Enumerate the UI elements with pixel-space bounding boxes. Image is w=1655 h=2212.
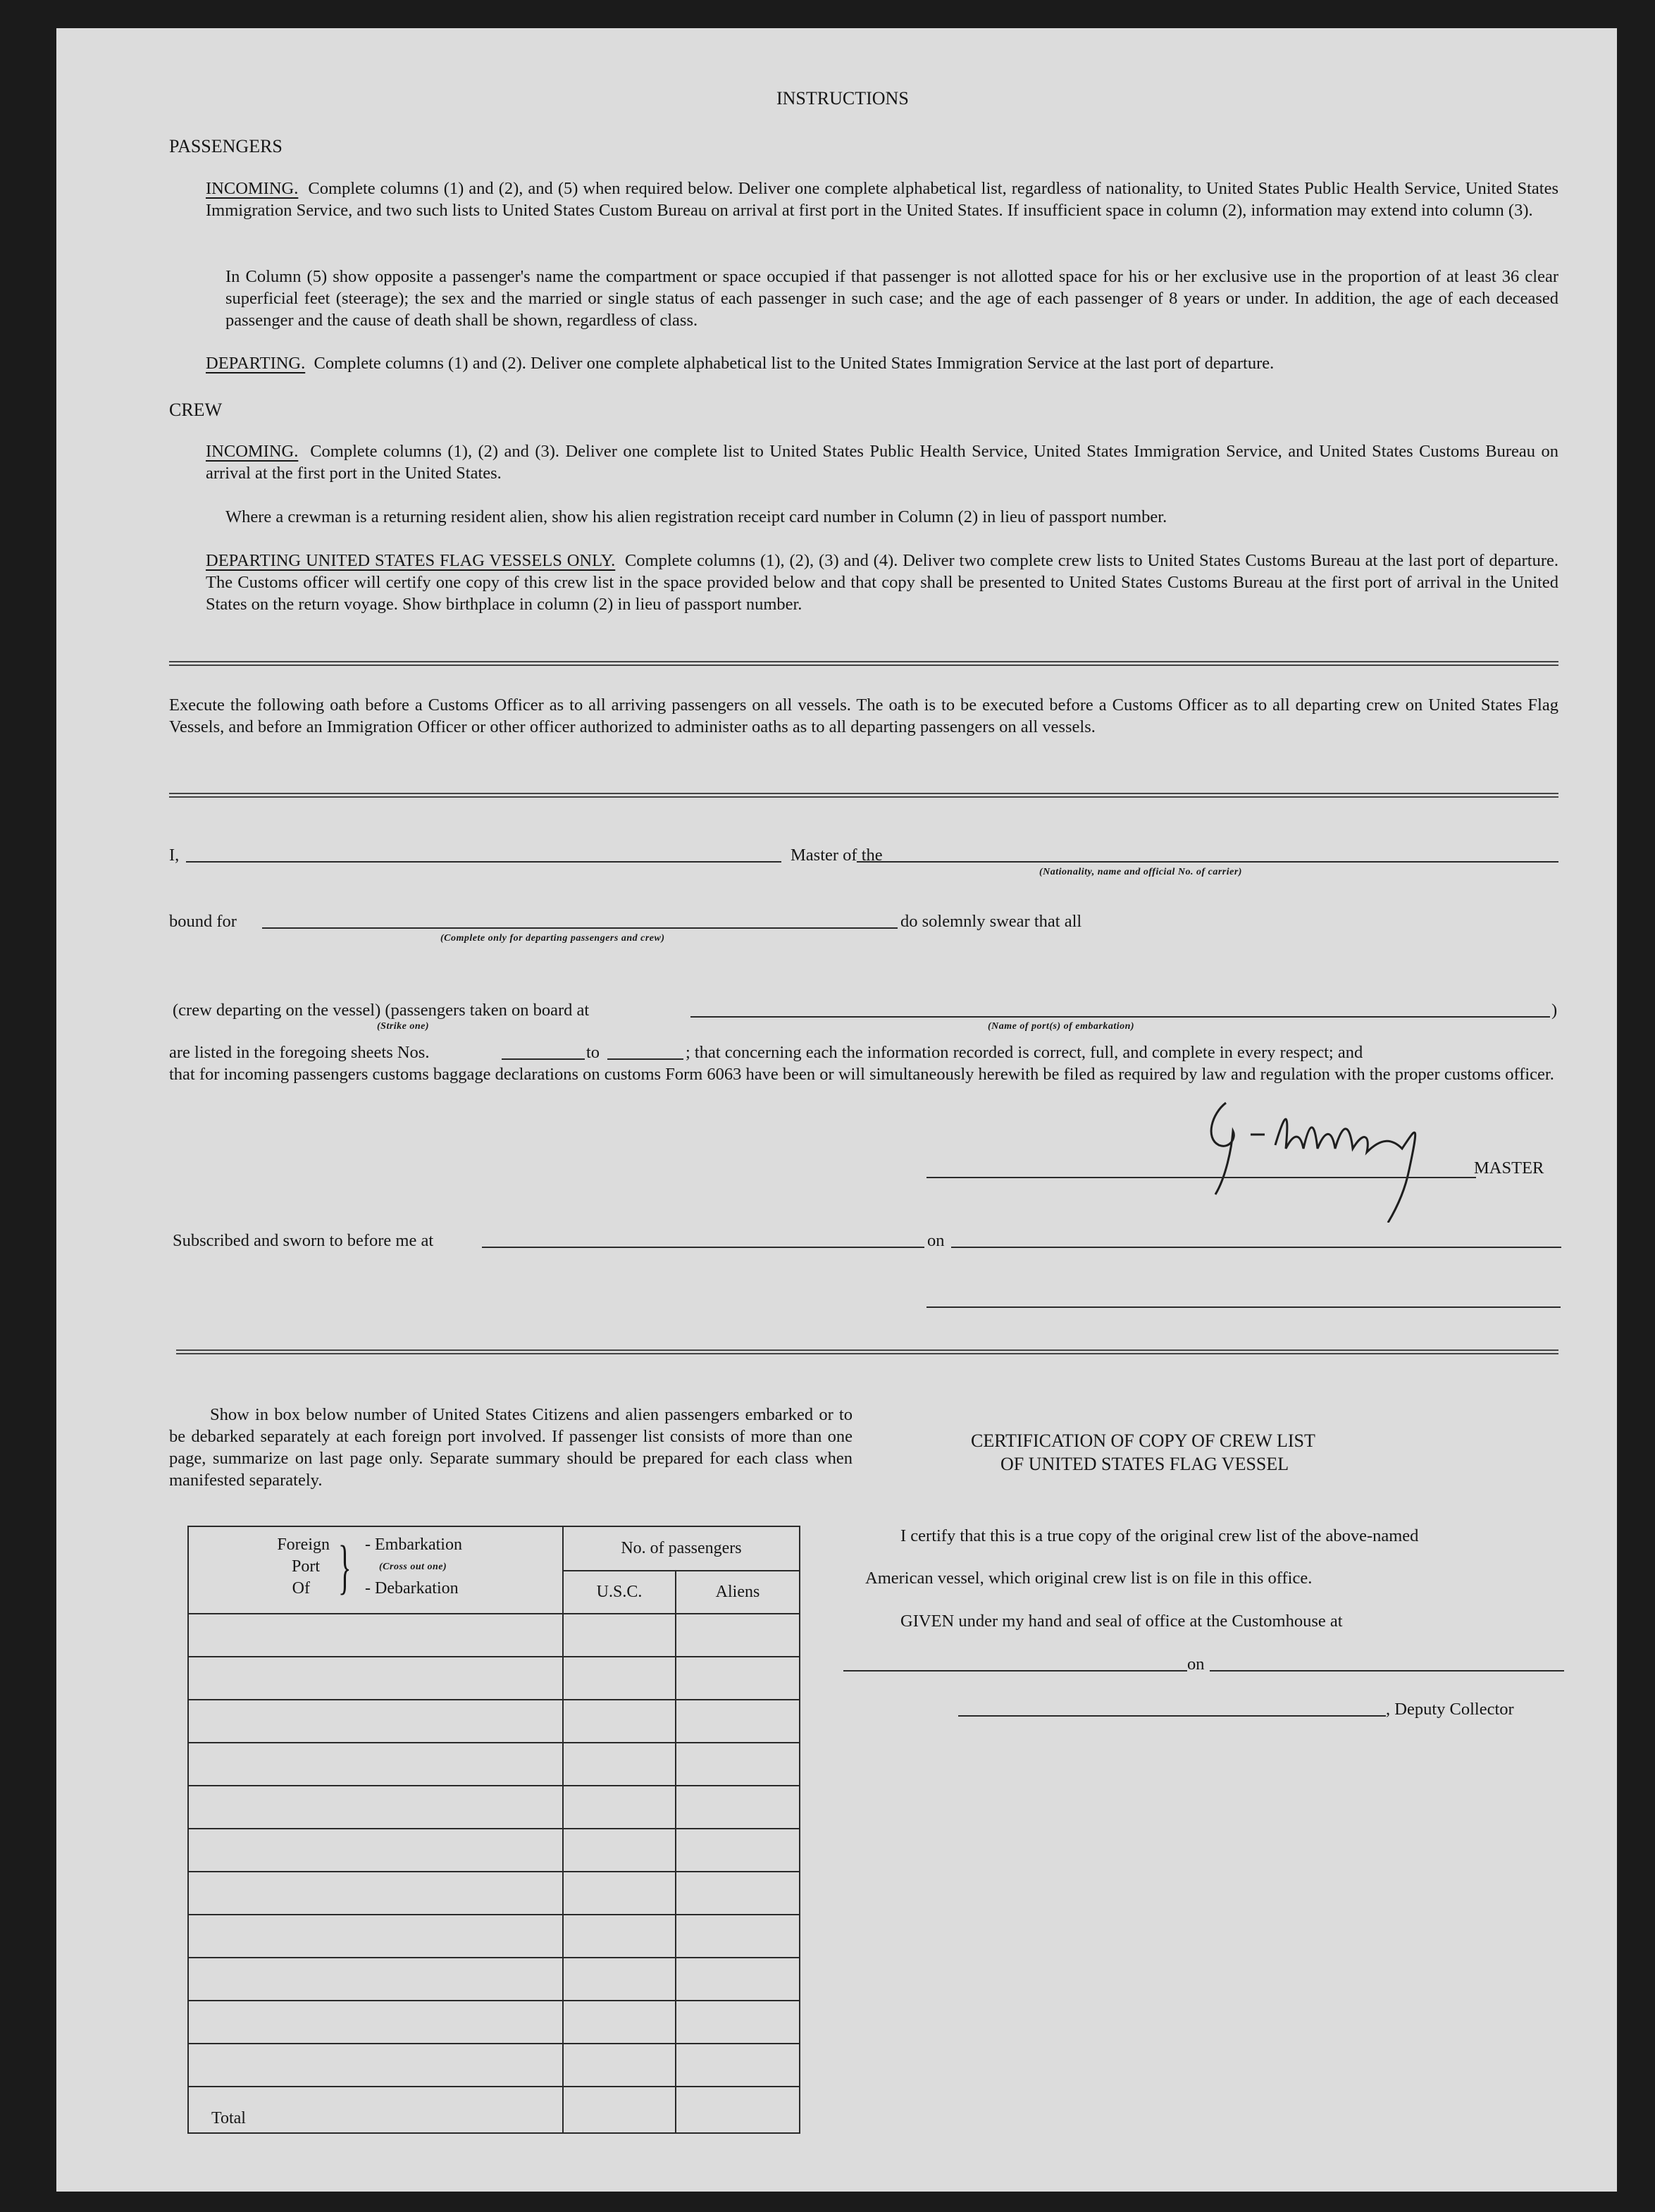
port-cell[interactable] bbox=[188, 2044, 563, 2087]
certify-line2: American vessel, which original crew list is on file in this office. bbox=[865, 1569, 1313, 1588]
close-paren: ) bbox=[1551, 1001, 1558, 1020]
deputy-collector-line[interactable] bbox=[958, 1715, 1386, 1717]
usc-cell[interactable] bbox=[563, 2001, 676, 2044]
table-row bbox=[188, 1743, 800, 1786]
cross-out-caption: (Cross out one) bbox=[379, 1562, 447, 1572]
port-label: Port bbox=[291, 1557, 320, 1576]
usc-cell[interactable] bbox=[563, 2044, 676, 2087]
debarkation-label: - Debarkation bbox=[365, 1579, 459, 1598]
listed-rest-text: ; that concerning each the information recorded is correct, full, and complete in every respect; and bbox=[686, 1043, 1363, 1062]
port-cell[interactable] bbox=[188, 2001, 563, 2044]
total-aliens-cell[interactable] bbox=[676, 2087, 800, 2133]
aliens-header: Aliens bbox=[676, 1571, 800, 1614]
table-row bbox=[188, 1786, 800, 1829]
table-row bbox=[188, 1958, 800, 2001]
usc-cell[interactable] bbox=[563, 1872, 676, 1915]
brace-glyph: } bbox=[338, 1533, 352, 1600]
bound-for-line[interactable] bbox=[262, 927, 898, 929]
aliens-cell[interactable] bbox=[676, 1743, 800, 1786]
passengers-departing-text: Complete columns (1) and (2). Deliver one complete alphabetical list to the United States Immigration Service at the last port of departure. bbox=[314, 354, 1275, 373]
resident-alien-paragraph bbox=[225, 506, 1558, 528]
sheet-from-line[interactable] bbox=[502, 1058, 585, 1060]
aliens-cell[interactable] bbox=[676, 1700, 800, 1743]
passengers-heading: PASSENGERS bbox=[169, 136, 283, 156]
crew-departing-paragraph bbox=[206, 550, 1558, 615]
total-usc-cell[interactable] bbox=[563, 2087, 676, 2133]
port-cell[interactable] bbox=[188, 1700, 563, 1743]
aliens-cell[interactable] bbox=[676, 1829, 800, 1872]
subscribed-place-line[interactable] bbox=[482, 1247, 924, 1248]
officer-signature-line[interactable] bbox=[926, 1306, 1561, 1308]
resident-alien-text: Where a crewman is a returning resident alien, show his alien registration receipt card number in Column (2) in lieu of passport number. bbox=[225, 507, 1167, 526]
passengers-departing-paragraph bbox=[206, 352, 1558, 374]
embarkation-label: - Embarkation bbox=[365, 1536, 462, 1554]
ports-caption: (Name of port(s) of embarkation) bbox=[988, 1021, 1135, 1032]
usc-cell[interactable] bbox=[563, 1657, 676, 1700]
subscribed-on-label: on bbox=[927, 1231, 945, 1250]
aliens-cell[interactable] bbox=[676, 1657, 800, 1700]
port-cell[interactable] bbox=[188, 1915, 563, 1958]
usc-cell[interactable] bbox=[563, 1614, 676, 1657]
port-cell[interactable] bbox=[188, 1657, 563, 1700]
listed-continuation-text: that for incoming passengers customs baggage declarations on customs Form 6063 have been or will simultaneously herewith be filed as required by law and regulation with the proper customs officer. bbox=[169, 1065, 1554, 1084]
passengers-incoming-paragraph bbox=[206, 178, 1558, 221]
certify-line1: I certify that this is a true copy of the original crew list of the above-named bbox=[900, 1526, 1419, 1545]
crew-departing-text: Complete columns (1), (2), (3) and (4). Deliver two complete crew lists to United States Customs Bureau at the last port of departure. The Customs officer will certify one copy of this crew list in the space provided below and that copy shall be presented to United States Customs Bureau at the first port of arrival in the United States on the return voyage. Show birthplace in column (2) in lieu of passport number. bbox=[206, 551, 1558, 614]
total-label: Total bbox=[211, 2109, 246, 2127]
certification-on-label: on bbox=[1187, 1655, 1205, 1674]
carrier-line[interactable] bbox=[857, 861, 1558, 863]
table-row bbox=[188, 1829, 800, 1872]
table-row bbox=[188, 1915, 800, 1958]
summary-instruction-text: Show in box below number of United States Citizens and alien passengers embarked or to be debarked separately at each foreign port involved. If passenger list consists of more than one page, summarize on last page only. Separate summary should be prepared for each class when manifested separately. bbox=[169, 1405, 853, 1490]
column5-paragraph bbox=[225, 266, 1558, 331]
bound-for-label: bound for bbox=[169, 912, 237, 931]
master-of-the-label: Master of the bbox=[791, 846, 883, 865]
usc-header: U.S.C. bbox=[563, 1571, 676, 1614]
listed-to-label: to bbox=[586, 1043, 600, 1062]
usc-cell[interactable] bbox=[563, 1743, 676, 1786]
divider bbox=[176, 1349, 1558, 1354]
aliens-cell[interactable] bbox=[676, 1958, 800, 2001]
port-cell[interactable] bbox=[188, 1786, 563, 1829]
subscribed-date-line[interactable] bbox=[951, 1247, 1561, 1248]
foreign-port-header bbox=[188, 1526, 563, 1614]
port-cell[interactable] bbox=[188, 1872, 563, 1915]
port-cell[interactable] bbox=[188, 1829, 563, 1872]
crew-incoming-text: Complete columns (1), (2) and (3). Deliver one complete list to United States Public Health Service, United States Immigration Service, and United States Customs Bureau on arrival at the first port in the United States. bbox=[206, 442, 1558, 483]
form-page bbox=[56, 28, 1617, 2192]
table-row bbox=[188, 1614, 800, 1657]
master-name-line[interactable] bbox=[186, 861, 781, 863]
given-line: GIVEN under my hand and seal of office at the Customhouse at bbox=[900, 1612, 1343, 1631]
certification-heading-line2: OF UNITED STATES FLAG VESSEL bbox=[1000, 1454, 1289, 1474]
crew-incoming-label: INCOMING. bbox=[206, 442, 299, 461]
usc-cell[interactable] bbox=[563, 1700, 676, 1743]
foreign-label: Foreign bbox=[277, 1536, 330, 1554]
table-row bbox=[188, 1872, 800, 1915]
master-signature-line[interactable] bbox=[926, 1177, 1476, 1178]
crew-passengers-label: (crew departing on the vessel) (passengers taken on board at bbox=[173, 1001, 590, 1020]
passengers-departing-label: DEPARTING. bbox=[206, 354, 306, 373]
master-label: MASTER bbox=[1474, 1158, 1544, 1178]
aliens-cell[interactable] bbox=[676, 1915, 800, 1958]
port-cell[interactable] bbox=[188, 1614, 563, 1657]
certification-date-line[interactable] bbox=[1210, 1670, 1564, 1672]
table-row bbox=[188, 2001, 800, 2044]
port-embarkation-line[interactable] bbox=[690, 1016, 1550, 1018]
subscribed-label: Subscribed and sworn to before me at bbox=[173, 1231, 434, 1250]
deputy-collector-label: , Deputy Collector bbox=[1386, 1700, 1514, 1719]
column5-text: In Column (5) show opposite a passenger's name the compartment or space occupied if that passenger is not allotted space for his or her exclusive use in the proportion of at least 36 clear superficial feet (steerage); the sex and the married or single status of each passenger in such case; and the age of each passenger of 8 years or under. In addition, the age of each deceased passenger and the cause of death shall be shown, regardless of class. bbox=[225, 267, 1558, 330]
usc-cell[interactable] bbox=[563, 1915, 676, 1958]
usc-cell[interactable] bbox=[563, 1958, 676, 2001]
total-row-label bbox=[188, 2087, 563, 2133]
oath-i-label: I, bbox=[169, 846, 180, 865]
divider bbox=[169, 661, 1558, 666]
passengers-incoming-text: Complete columns (1) and (2), and (5) when required below. Deliver one complete alphabetical list, regardless of nationality, to United States Public Health Service, United States Immigration Service, and two such lists to United States Custom Bureau on arrival at first port in the United States. If insufficient space in column (2), information may extend into column (3). bbox=[206, 179, 1558, 220]
no-of-passengers-header: No. of passengers bbox=[563, 1526, 800, 1571]
passengers-incoming-label: INCOMING. bbox=[206, 179, 299, 198]
aliens-cell[interactable] bbox=[676, 1614, 800, 1657]
crew-heading: CREW bbox=[169, 400, 223, 420]
passenger-summary-table bbox=[187, 1526, 800, 2134]
strike-one-caption: (Strike one) bbox=[377, 1021, 430, 1032]
port-cell[interactable] bbox=[188, 1743, 563, 1786]
bound-caption: (Complete only for departing passengers and crew) bbox=[440, 933, 665, 944]
port-cell[interactable] bbox=[188, 1958, 563, 2001]
usc-cell[interactable] bbox=[563, 1786, 676, 1829]
crew-incoming-paragraph bbox=[206, 440, 1558, 484]
of-label: Of bbox=[292, 1579, 310, 1598]
sheet-to-line[interactable] bbox=[607, 1058, 683, 1060]
page-title: INSTRUCTIONS bbox=[776, 88, 909, 109]
oath-intro-paragraph bbox=[169, 694, 1558, 738]
usc-cell[interactable] bbox=[563, 1829, 676, 1872]
oath-intro-text: Execute the following oath before a Customs Officer as to all arriving passengers on all vessels. The oath is to be executed before a Customs Officer as to all departing crew on United States Flag Vessels, and before an Immigration Officer or other officer authorized to administer oaths as to all departing passengers on all vessels. bbox=[169, 696, 1558, 736]
aliens-cell[interactable] bbox=[676, 1786, 800, 1829]
customhouse-place-line[interactable] bbox=[843, 1670, 1187, 1672]
crew-departing-label: DEPARTING UNITED STATES FLAG VESSELS ONLY. bbox=[206, 551, 616, 570]
master-signature bbox=[1198, 1082, 1473, 1223]
certification-heading-line1: CERTIFICATION OF COPY OF CREW LIST bbox=[971, 1431, 1315, 1451]
carrier-caption: (Nationality, name and official No. of carrier) bbox=[1039, 867, 1242, 877]
aliens-cell[interactable] bbox=[676, 2001, 800, 2044]
aliens-cell[interactable] bbox=[676, 1872, 800, 1915]
summary-instruction-paragraph bbox=[169, 1404, 853, 1491]
divider bbox=[169, 793, 1558, 798]
table-row bbox=[188, 2044, 800, 2087]
solemnly-swear-label: do solemnly swear that all bbox=[900, 912, 1082, 931]
listed-sheets-label: are listed in the foregoing sheets Nos. bbox=[169, 1043, 430, 1062]
table-row bbox=[188, 1657, 800, 1700]
table-row bbox=[188, 1700, 800, 1743]
aliens-cell[interactable] bbox=[676, 2044, 800, 2087]
